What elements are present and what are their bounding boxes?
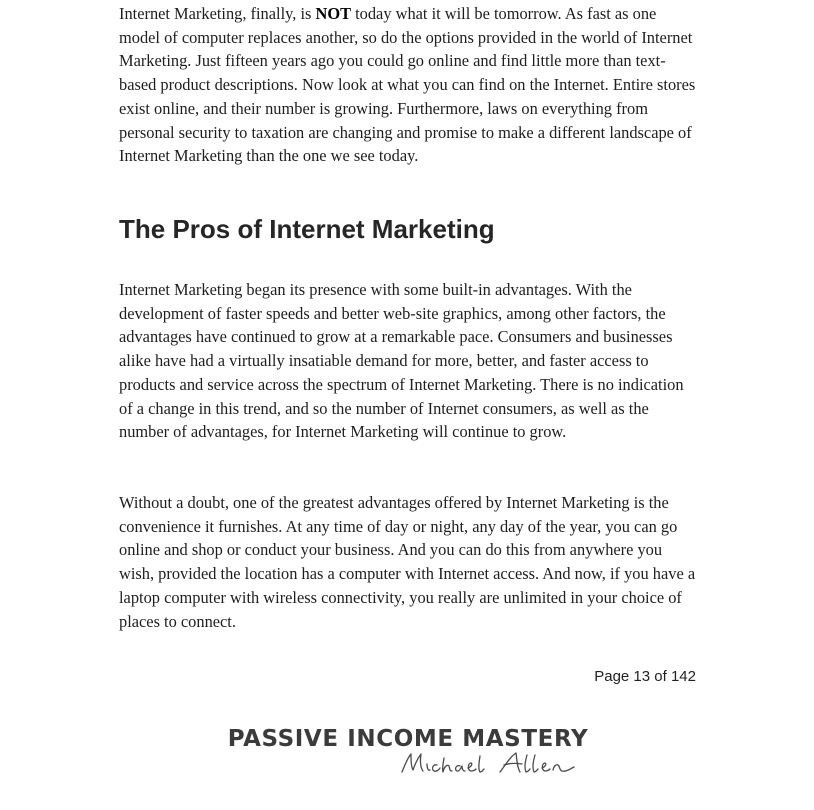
signature-graphic bbox=[396, 750, 586, 776]
section-heading: The Pros of Internet Marketing bbox=[119, 214, 495, 244]
paragraph-advantages: Internet Marketing began its presence with some built-in advantages. With the development of faster speeds and better web-site graphics, among other factors, the advantages have continued to grow at a remarkable pace. Consumers and businesses alike have had a virtually insatiable demand for more, better, and faster access to products and service across the spectrum of Internet Marketing. There is no indication of a change in this trend, and so the number of Internet consumers, as well as the number of advantages, for Internet Marketing will continue to grow. bbox=[119, 280, 684, 442]
emphasis-not: NOT bbox=[315, 4, 352, 23]
paragraph-intro-lead: Internet Marketing, finally, is bbox=[119, 4, 316, 23]
paragraph-intro bbox=[119, 2, 701, 168]
paragraph-intro-rest: today what it will be tomorrow. As fast as one model of computer replaces another, so do the options provided in the world of Internet Marketing. Just fifteen years ago you could go online and find little more than text-based product descriptions. Now look at what you can find on the Internet. Entire stores exist online, and their number is growing. Furthermore, laws on everything from personal security to taxation are changing and promise to make a different landscape of Internet Marketing than the one we see today. bbox=[119, 4, 696, 166]
page-number: Page 13 of 142 bbox=[594, 668, 696, 685]
brand-logo bbox=[226, 722, 590, 782]
logo-title: PASSIVE INCOME MASTERY bbox=[227, 726, 589, 752]
paragraph-convenience: Without a doubt, one of the greatest advantages offered by Internet Marketing is the convenience it furnishes. At any time of day or night, any day of the year, you can go online and shop or conduct your business. And you can do this from anywhere you wish, provided the location has a computer with Internet access. And now, if you have a laptop computer with wireless connectivity, you really are unlimited in your choice of places to connect. bbox=[119, 493, 696, 631]
